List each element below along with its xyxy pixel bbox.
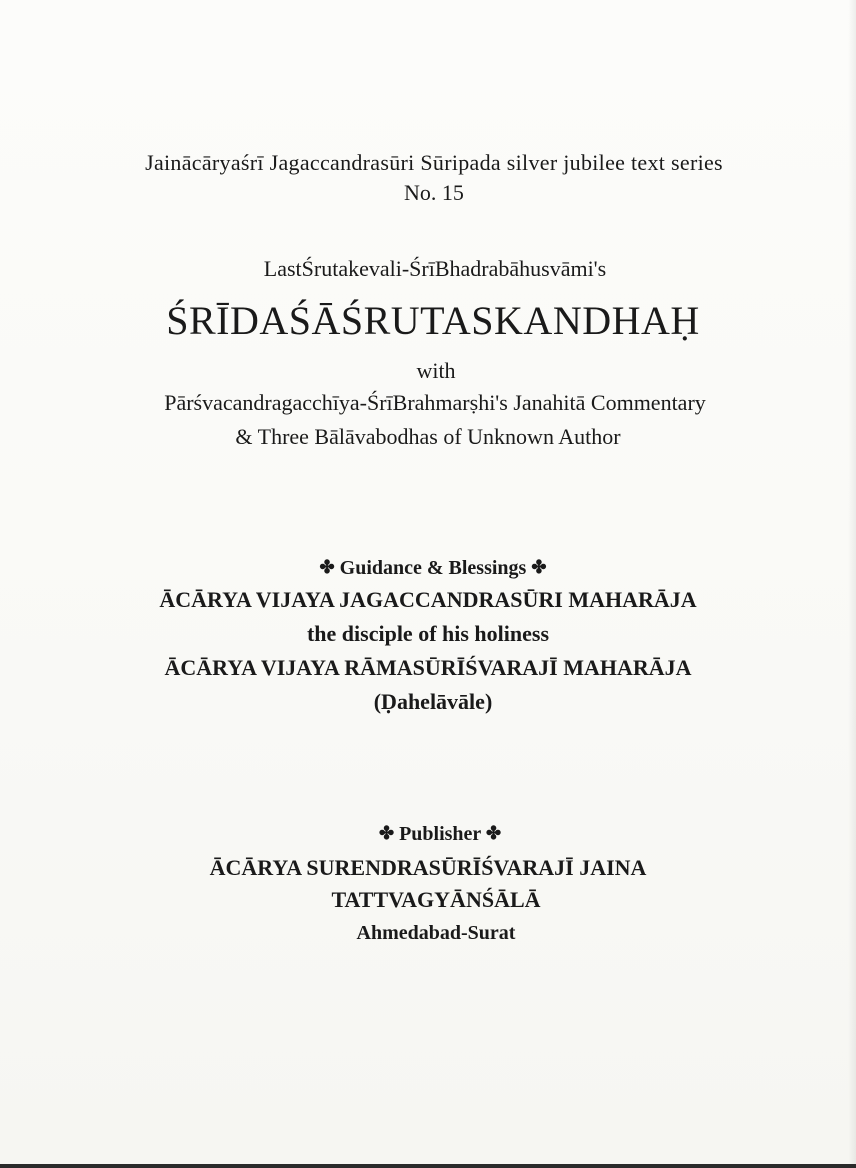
- guidance-heading-label: Guidance & Blessings: [339, 557, 527, 579]
- ornament-icon: ✤: [531, 557, 547, 577]
- publisher-line-1: ĀCĀRYA SURENDRASŪRĪŚVARAJĪ JAINA: [209, 855, 647, 880]
- page-edge-shadow: [848, 0, 856, 1168]
- guidance-line-1: ĀCĀRYA VIJAYA JAGACCANDRASŪRI MAHARĀJA: [159, 587, 697, 612]
- guidance-heading: [0, 557, 856, 580]
- publisher-location: Ahmedabad-Surat: [356, 922, 516, 944]
- guidance-line-3: ĀCĀRYA VIJAYA RĀMASŪRĪŚVARAJĪ MAHARĀJA: [164, 655, 692, 680]
- publisher-line-2: TATTVAGYĀNŚĀLĀ: [331, 887, 541, 912]
- commentary-line-1: Pārśvacandragacchīya-ŚrīBrahmarṣhi's Janahitā Commentary: [164, 390, 706, 415]
- series-number: No. 15: [404, 180, 464, 205]
- book-title: ŚRĪDAŚĀŚRUTASKANDHAḤ: [166, 298, 700, 343]
- with-text: with: [416, 358, 456, 383]
- ornament-icon: ✤: [485, 823, 502, 843]
- commentary-line-2: & Three Bālāvabodhas of Unknown Author: [235, 424, 621, 449]
- series-title-line: Jainācāryaśrī Jagaccandrasūri Sūripada silver jubilee text series: [145, 150, 723, 175]
- publisher-heading-label: Publisher: [399, 823, 481, 845]
- guidance-line-2: the disciple of his holiness: [306, 621, 550, 646]
- ornament-icon: ✤: [319, 557, 335, 577]
- bottom-border: [0, 1164, 856, 1168]
- author-line: LastŚrutakevali-ŚrīBhadrabāhusvāmi's: [263, 256, 607, 281]
- guidance-line-4: (Ḍahelāvāle): [373, 689, 493, 714]
- ornament-icon: ✤: [378, 823, 395, 843]
- publisher-heading: [0, 823, 856, 846]
